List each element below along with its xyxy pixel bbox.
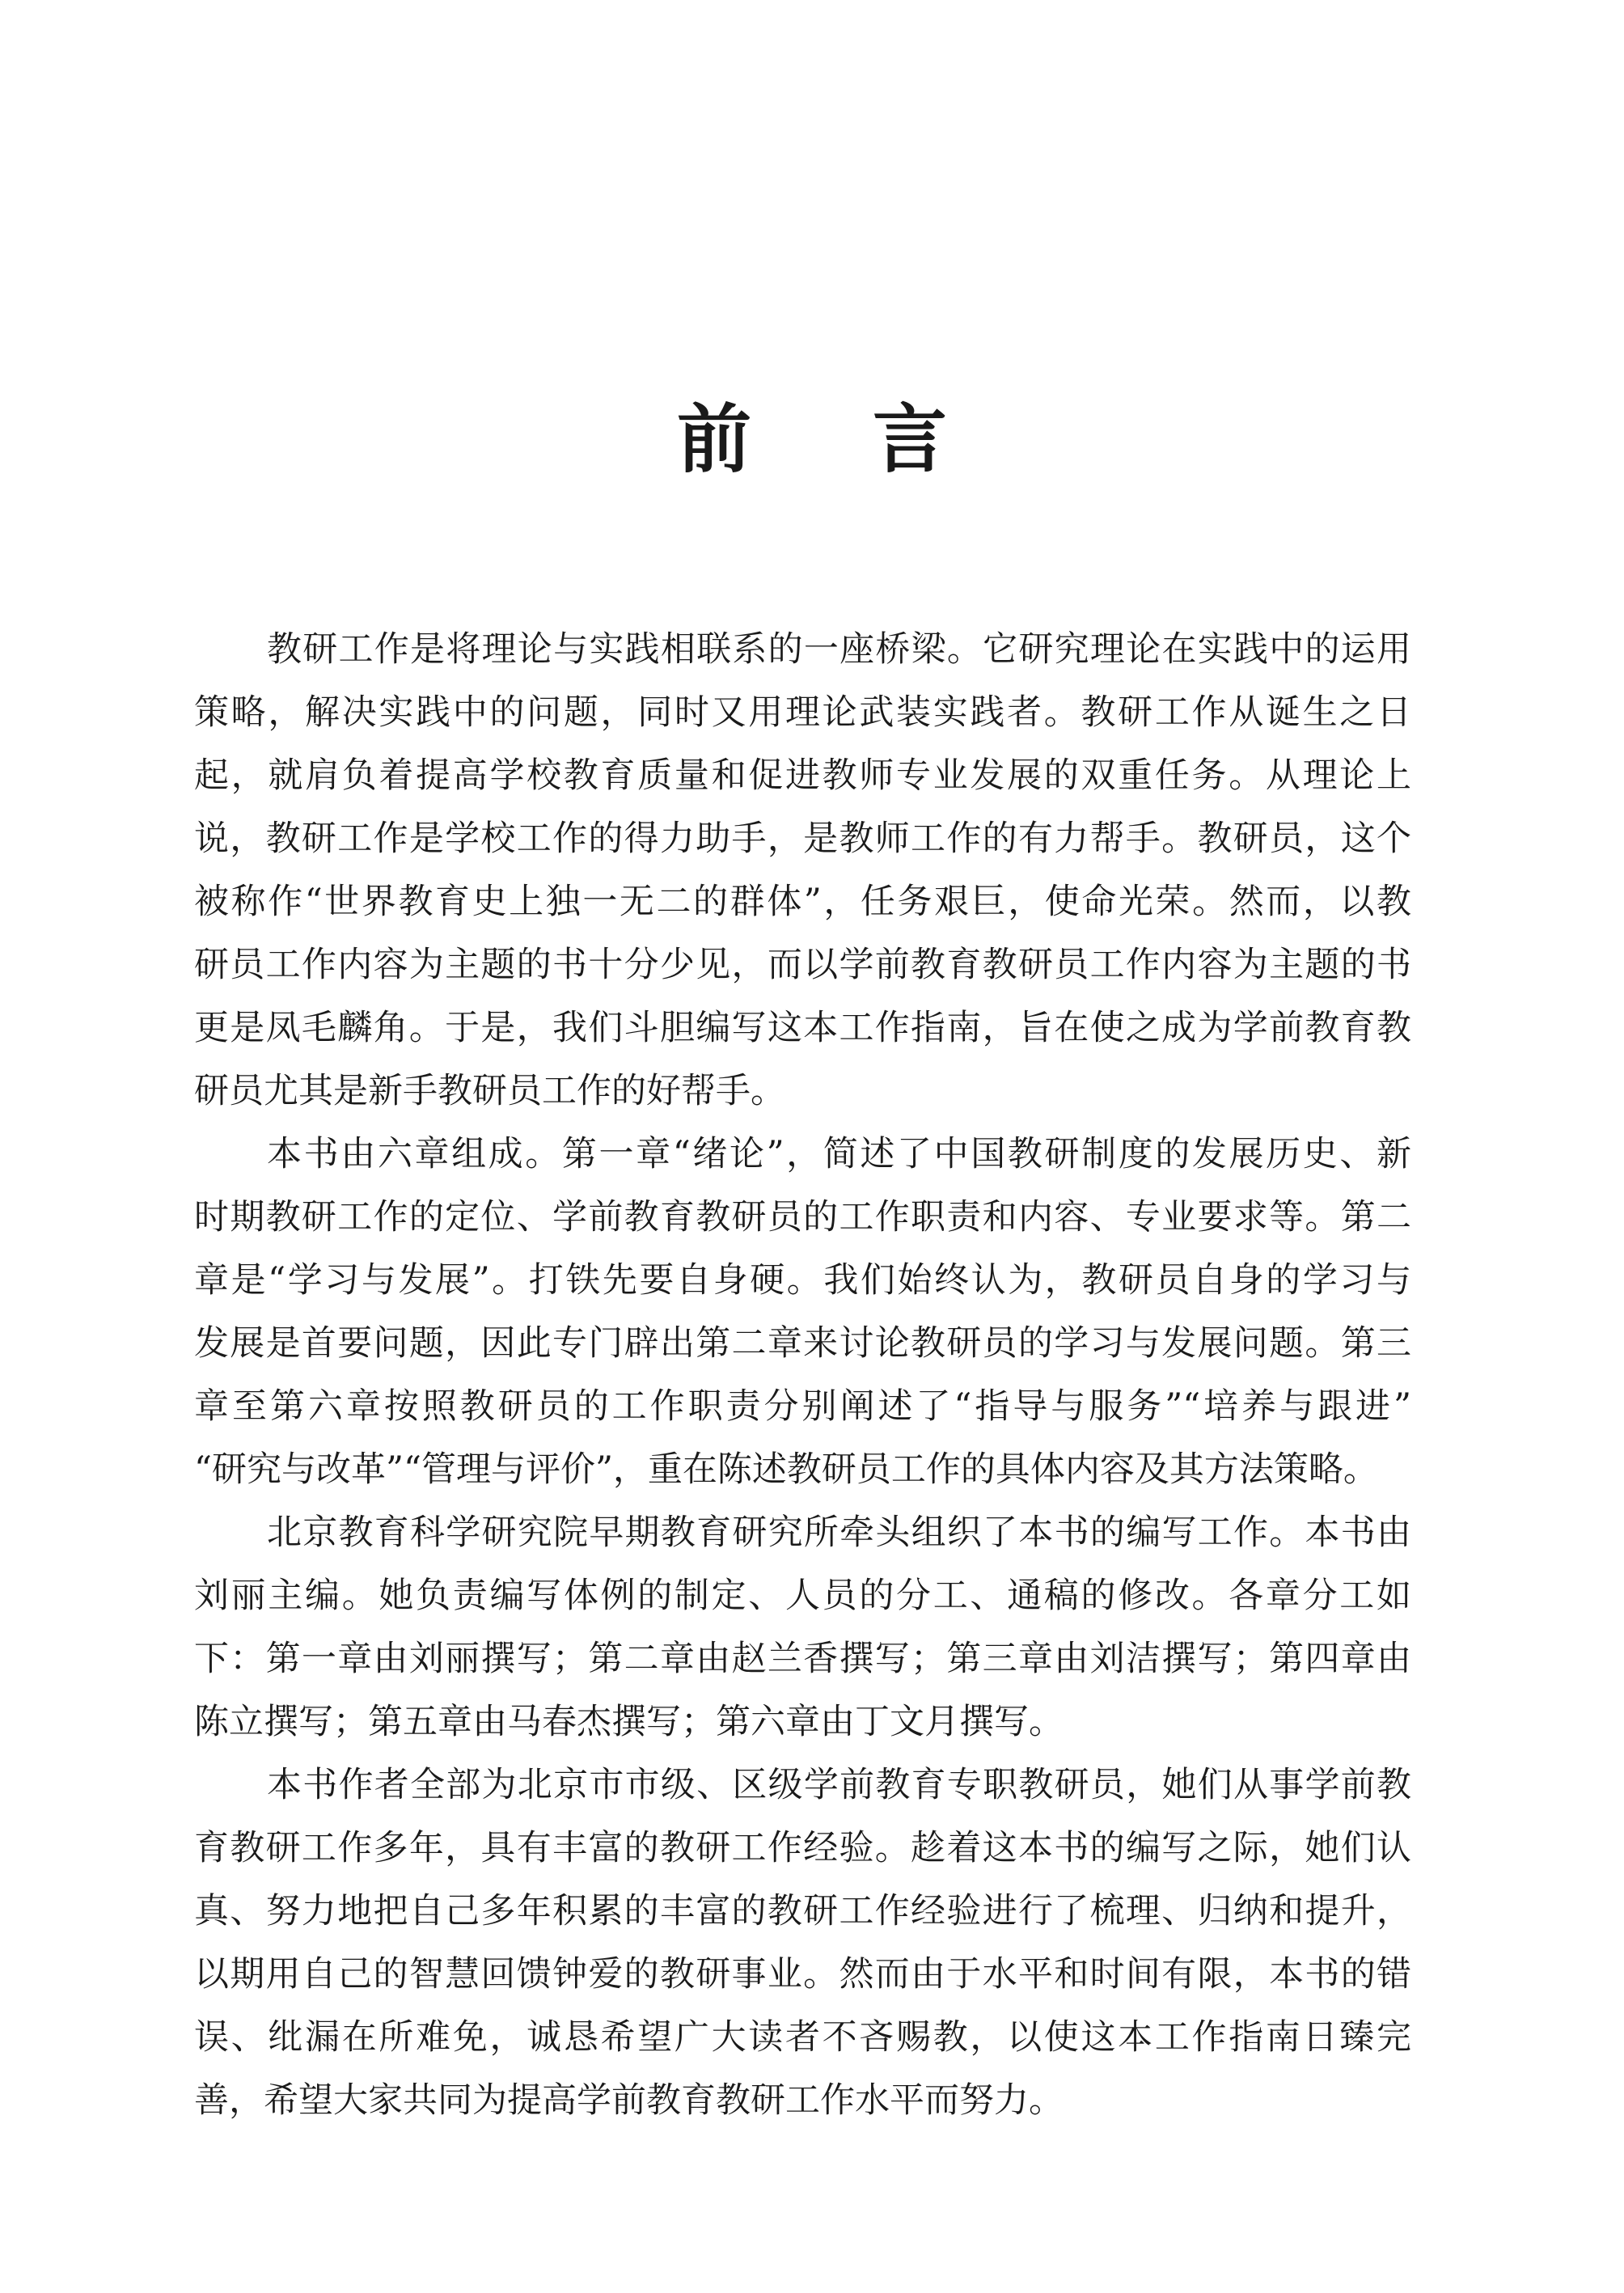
paragraph-4-line: 真、努力地把自己多年积累的丰富的教研工作经验进行了梳理、归纳和提升， — [194, 1891, 1411, 1931]
paragraph-3-line: 北京教育科学研究院早期教育研究所牵头组织了本书的编写工作。本书由 — [267, 1512, 1411, 1553]
paragraph-1-line: 研员工作内容为主题的书十分少见，而以学前教育教研员工作内容为主题的书 — [194, 945, 1411, 985]
page-title — [0, 380, 1624, 487]
paragraph-2-line: “研究与改革”“管理与评价”，重在陈述教研员工作的具体内容及其方法策略。 — [194, 1449, 1378, 1490]
paragraph-1-line: 被称作“世界教育史上独一无二的群体”，任务艰巨，使命光荣。然而，以教 — [194, 882, 1411, 922]
title-char: 前 — [676, 396, 751, 483]
paragraph-4-line: 误、纰漏在所难免，诚恳希望广大读者不吝赐教，以使这本工作指南日臻完 — [194, 2017, 1411, 2058]
preface-body — [194, 618, 1411, 2132]
paragraph-2-line: 章是“学习与发展”。打铁先要自身硬。我们始终认为，教研员自身的学习与 — [194, 1260, 1411, 1301]
paragraph-1-line: 说，教研工作是学校工作的得力助手，是教师工作的有力帮手。教研员，这个 — [194, 819, 1411, 859]
paragraph-4-line: 育教研工作多年，具有丰富的教研工作经验。趁着这本书的编写之际，她们认 — [194, 1828, 1411, 1868]
paragraph-3-line: 下：第一章由刘丽撰写；第二章由赵兰香撰写；第三章由刘洁撰写；第四章由 — [194, 1639, 1411, 1679]
paragraph-4-line: 本书作者全部为北京市市级、区级学前教育专职教研员，她们从事学前教 — [267, 1765, 1411, 1805]
paragraph-3-line: 陈立撰写；第五章由马春杰撰写；第六章由丁文月撰写。 — [194, 1702, 1064, 1742]
paragraph-4-line: 善，希望大家共同为提高学前教育教研工作水平而努力。 — [194, 2080, 1064, 2121]
paragraph-2-line: 章至第六章按照教研员的工作职责分别阐述了“指导与服务”“培养与跟进” — [194, 1386, 1411, 1427]
title-char: 言 — [873, 396, 948, 483]
paragraph-2-line: 发展是首要问题，因此专门辟出第二章来讨论教研员的学习与发展问题。第三 — [194, 1323, 1411, 1364]
paragraph-1-line: 策略，解决实践中的问题，同时又用理论武装实践者。教研工作从诞生之日 — [194, 692, 1411, 733]
paragraph-2-line: 本书由六章组成。第一章“绪论”，简述了中国教研制度的发展历史、新 — [267, 1134, 1411, 1174]
paragraph-4-line: 以期用自己的智慧回馈钟爱的教研事业。然而由于水平和时间有限，本书的错 — [194, 1954, 1411, 1995]
paragraph-1-line: 起，就肩负着提高学校教育质量和促进教师专业发展的双重任务。从理论上 — [194, 755, 1411, 796]
paragraph-1-line: 研员尤其是新手教研员工作的好帮手。 — [194, 1071, 785, 1111]
paragraph-2-line: 时期教研工作的定位、学前教育教研员的工作职责和内容、专业要求等。第二 — [194, 1197, 1411, 1237]
paragraph-3-line: 刘丽主编。她负责编写体例的制定、人员的分工、通稿的修改。各章分工如 — [194, 1576, 1411, 1616]
paragraph-1-line: 更是凤毛麟角。于是，我们斗胆编写这本工作指南，旨在使之成为学前教育教 — [194, 1008, 1411, 1048]
paragraph-1-line: 教研工作是将理论与实践相联系的一座桥梁。它研究理论在实践中的运用 — [267, 629, 1411, 670]
